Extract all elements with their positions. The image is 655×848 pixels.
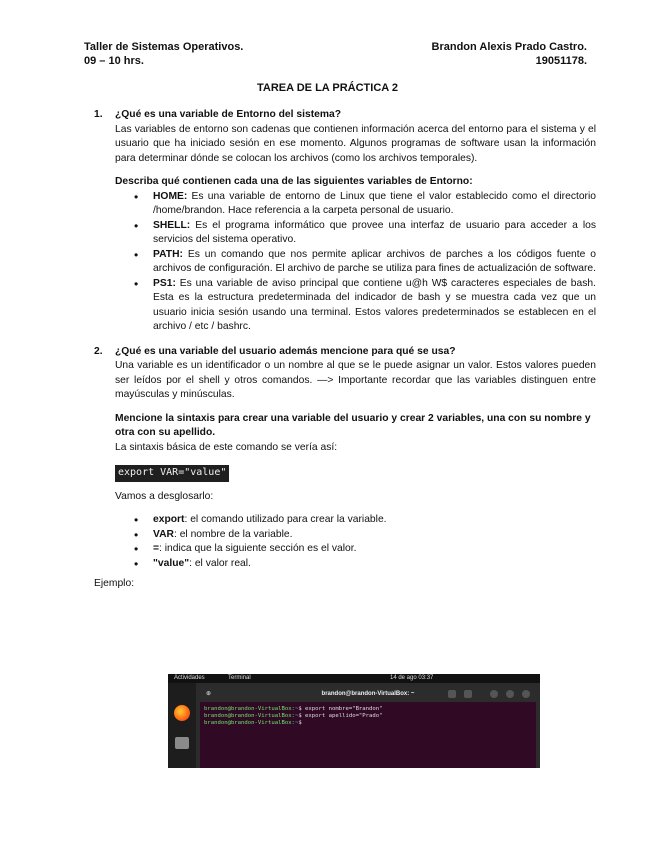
list-item-text: Es un comando que nos permite aplicar archivos de parches a los códigos fuente o archivos de configuración. El archivo de parche se utiliza para fines de actualización de software. <box>153 248 597 274</box>
list-item-term: = <box>153 543 160 554</box>
question-1 <box>94 108 596 335</box>
question-2-title: ¿Qué es una variable del usuario además mencione para qué se usa? <box>115 345 456 357</box>
new-tab-icon: ⊕ <box>206 691 212 697</box>
student-id: 19051178. <box>535 55 587 67</box>
clock-label: 14 de ago 03:37 <box>390 675 434 681</box>
list-item-term: HOME: <box>153 190 188 202</box>
list-item-text: : el valor real. <box>189 557 251 569</box>
terminal-window-title: brandon@brandon-VirtualBox: ~ <box>321 691 415 697</box>
syntax-intro: La sintaxis básica de este comando se vería así: <box>115 441 338 453</box>
dock <box>168 683 196 768</box>
list-item-term: "value" <box>153 557 190 569</box>
list-item <box>115 542 596 557</box>
terminal-app-label: Terminal <box>228 675 251 681</box>
terminal-titlebar <box>200 686 536 702</box>
question-1-number: 1. <box>94 109 103 120</box>
question-2 <box>94 345 596 592</box>
question-2-number: 2. <box>94 345 103 357</box>
list-item-text: : el comando utilizado para crear la variable. <box>184 514 387 525</box>
list-item-text: Es una variable de entorno de Linux que tiene el valor establecido como el directorio /home/brandon. Hace referencia a la carpeta personal de usuario. <box>153 190 596 216</box>
syntax-breakdown-list <box>115 513 596 571</box>
question-2-subtitle: Mencione la sintaxis para crear una variable del usuario y crear 2 variables, una con su nombre y otra con su apellido. <box>115 412 591 438</box>
list-item-term: VAR <box>153 528 174 540</box>
header-right <box>432 40 587 68</box>
list-item-text: : indica que la siguiente sección es el valor. <box>159 543 357 554</box>
course-name: Taller de Sistemas Operativos. <box>84 41 244 53</box>
example-label: Ejemplo: <box>94 578 135 589</box>
list-item-term: PATH: <box>153 248 183 260</box>
question-1-answer: Las variables de entorno son cadenas que contienen información acerca del entorno para el sistema y el usuario que ha iniciado sesión en ese momento. Algunos programas de software usan la información para determinar dónde se colocan los archivos (como los archivos temporales). <box>115 123 596 164</box>
terminal-line: brandon@brandon-VirtualBox:~$ export apellido="Prado" <box>204 713 383 719</box>
document-title: TAREA DE LA PRÁCTICA 2 <box>257 82 398 94</box>
code-snippet: export VAR="value" <box>115 465 229 482</box>
desktop-topbar <box>168 674 540 683</box>
list-item <box>115 219 596 248</box>
minimize-icon <box>490 690 498 698</box>
firefox-icon <box>174 705 190 721</box>
list-item-term: SHELL: <box>153 219 191 231</box>
list-item <box>115 190 596 219</box>
terminal-output <box>200 702 536 731</box>
document-body <box>94 108 596 592</box>
menu-icon <box>464 690 472 698</box>
list-item-term: export <box>153 514 185 525</box>
question-2-answer: Una variable es un identificador o un nombre al que se le puede asignar un valor. Estos valores pueden ser leídos por el shell y otros comandos. —> Importante recordar que las variables distinguen entre mayúsculas y minúsculas. <box>115 360 596 400</box>
terminal-window <box>200 686 536 768</box>
list-item <box>115 248 596 277</box>
breakdown-intro: Vamos a desglosarlo: <box>115 490 214 502</box>
env-variables-list <box>115 190 596 335</box>
maximize-icon <box>506 690 514 698</box>
list-item <box>115 513 596 528</box>
terminal-screenshot <box>168 674 540 768</box>
question-1-title: ¿Qué es una variable de Entorno del sistema? <box>115 109 342 120</box>
student-name: Brandon Alexis Prado Castro. <box>431 41 587 53</box>
close-icon <box>522 690 530 698</box>
class-schedule: 09 – 10 hrs. <box>84 55 144 67</box>
list-item-text: Es el programa informático que provee una interfaz de usuario para acceder a los servicios del sistema operativo. <box>153 219 596 245</box>
list-item <box>115 528 596 543</box>
activities-label: Actividades <box>174 675 205 681</box>
list-item <box>115 277 596 335</box>
list-item-text: Es una variable de aviso principal que contiene u@h W$ caracteres especiales de bash. Esta es la estructura predeterminada del indicador de bash y se muestra cada vez que un usuario inicia sesión usando una terminal. Estos valores predeterminados se establecen en el archivo / etc / bashrc. <box>153 277 596 332</box>
terminal-line: brandon@brandon-VirtualBox:~$ export nombre="Brandon" <box>204 706 383 712</box>
list-item-text: : el nombre de la variable. <box>173 528 293 540</box>
question-1-subtitle: Describa qué contienen cada una de las siguientes variables de Entorno: <box>115 176 473 187</box>
list-item <box>115 557 596 572</box>
search-icon <box>448 690 456 698</box>
terminal-line: brandon@brandon-VirtualBox:~$ <box>204 720 302 726</box>
list-item-term: PS1: <box>153 277 176 289</box>
files-icon <box>175 737 189 749</box>
header-left <box>84 40 243 68</box>
